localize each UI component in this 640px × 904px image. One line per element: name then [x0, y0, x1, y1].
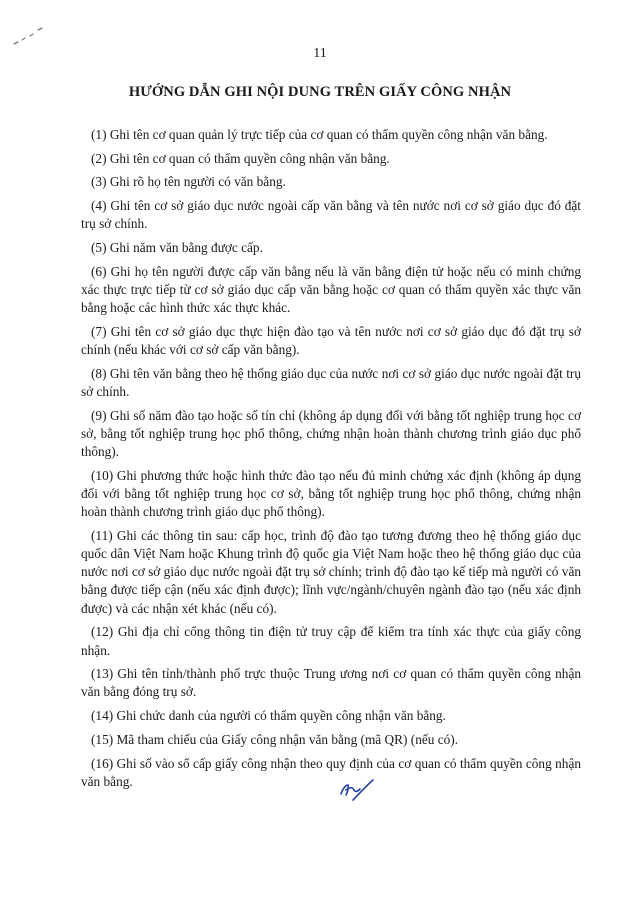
- instruction-item-3: (3) Ghi rõ họ tên người có văn bằng.: [91, 174, 286, 190]
- instruction-item-8: (8) Ghi tên văn bằng theo hệ thống giáo dục của nước nơi cơ sở giáo dục nước ngoài đặt trụ sở chính.: [81, 365, 581, 399]
- instruction-item-14: (14) Ghi chức danh của người có thẩm quyền công nhận văn bằng.: [91, 708, 446, 724]
- initials-signature-icon: [337, 776, 377, 804]
- instruction-item-1: (1) Ghi tên cơ quan quản lý trực tiếp của cơ quan có thẩm quyền công nhận văn bằng.: [91, 127, 548, 142]
- instruction-item-7: (7) Ghi tên cơ sở giáo dục thực hiện đào tạo và tên nước nơi cơ sở giáo dục đó đặt trụ sở chính (nếu khác với cơ sở cấp văn bằng).: [81, 323, 581, 358]
- instruction-item-12: (12) Ghi địa chỉ cổng thông tin điện tử truy cập để kiểm tra tính xác thực của giấy công nhận.: [81, 624, 581, 658]
- instruction-item-10: (10) Ghi phương thức hoặc hình thức đào tạo nếu đủ minh chứng xác định (không áp dụng đối với bằng tốt nghiệp trung học cơ sở, bằng tốt nghiệp trung học phổ thông, chứng nhận hoàn thành chương trình giáo dục phổ thông).: [81, 467, 581, 520]
- instruction-list: [81, 126, 581, 797]
- instruction-item-2: (2) Ghi tên cơ quan có thẩm quyền công nhận văn bằng.: [91, 150, 390, 166]
- instruction-item-4: (4) Ghi tên cơ sở giáo dục nước ngoài cấp văn bằng và tên nước nơi cơ sở giáo dục đó đặt trụ sở chính.: [81, 198, 581, 232]
- instruction-item-13: (13) Ghi tên tỉnh/thành phố trực thuộc Trung ương nơi cơ quan có thẩm quyền công nhận văn bằng đóng trụ sở.: [81, 666, 581, 700]
- instruction-item-15: (15) Mã tham chiếu của Giấy công nhận văn bằng (mã QR) (nếu có).: [91, 731, 459, 747]
- instruction-item-9: (9) Ghi số năm đào tạo hoặc số tín chỉ (không áp dụng đối với bằng tốt nghiệp trung học cơ sở, bằng tốt nghiệp trung học phổ thông, chứng nhận hoàn thành chương trình giáo dục phổ thông).: [81, 407, 581, 460]
- page-number: 11: [313, 46, 327, 61]
- instruction-item-5: (5) Ghi năm văn bằng được cấp.: [91, 240, 263, 256]
- instruction-item-11: (11) Ghi các thông tin sau: cấp học, trình độ đào tạo tương đương theo hệ thống giáo dục quốc dân Việt Nam hoặc Khung trình độ quốc gia Việt Nam hoặc theo hệ thống giáo dục của nước nơi cơ sở giáo dục nước ngoài đặt trụ sở chính; trình độ đào tạo kế tiếp mà người có văn bằng được tiếp cận (nếu xác định được); lĩnh vực/ngành/chuyên ngành đào tạo (nếu xác định được) và các nhận xét khác (nếu có).: [81, 527, 581, 616]
- instruction-item-6: (6) Ghi họ tên người được cấp văn bằng nếu là văn bằng điện tử hoặc nếu có minh chứng xác thực trực tiếp từ cơ sở giáo dục cấp văn bằng hoặc cơ quan có thẩm quyền xác thực văn bằng hoặc các hình thức xác thực khác.: [81, 263, 581, 316]
- page-title: HƯỚNG DẪN GHI NỘI DUNG TRÊN GIẤY CÔNG NHẬN: [128, 84, 512, 100]
- instruction-item-16: (16) Ghi số vào sổ cấp giấy công nhận theo quy định của cơ quan có thẩm quyền công nhận văn bằng.: [81, 755, 581, 789]
